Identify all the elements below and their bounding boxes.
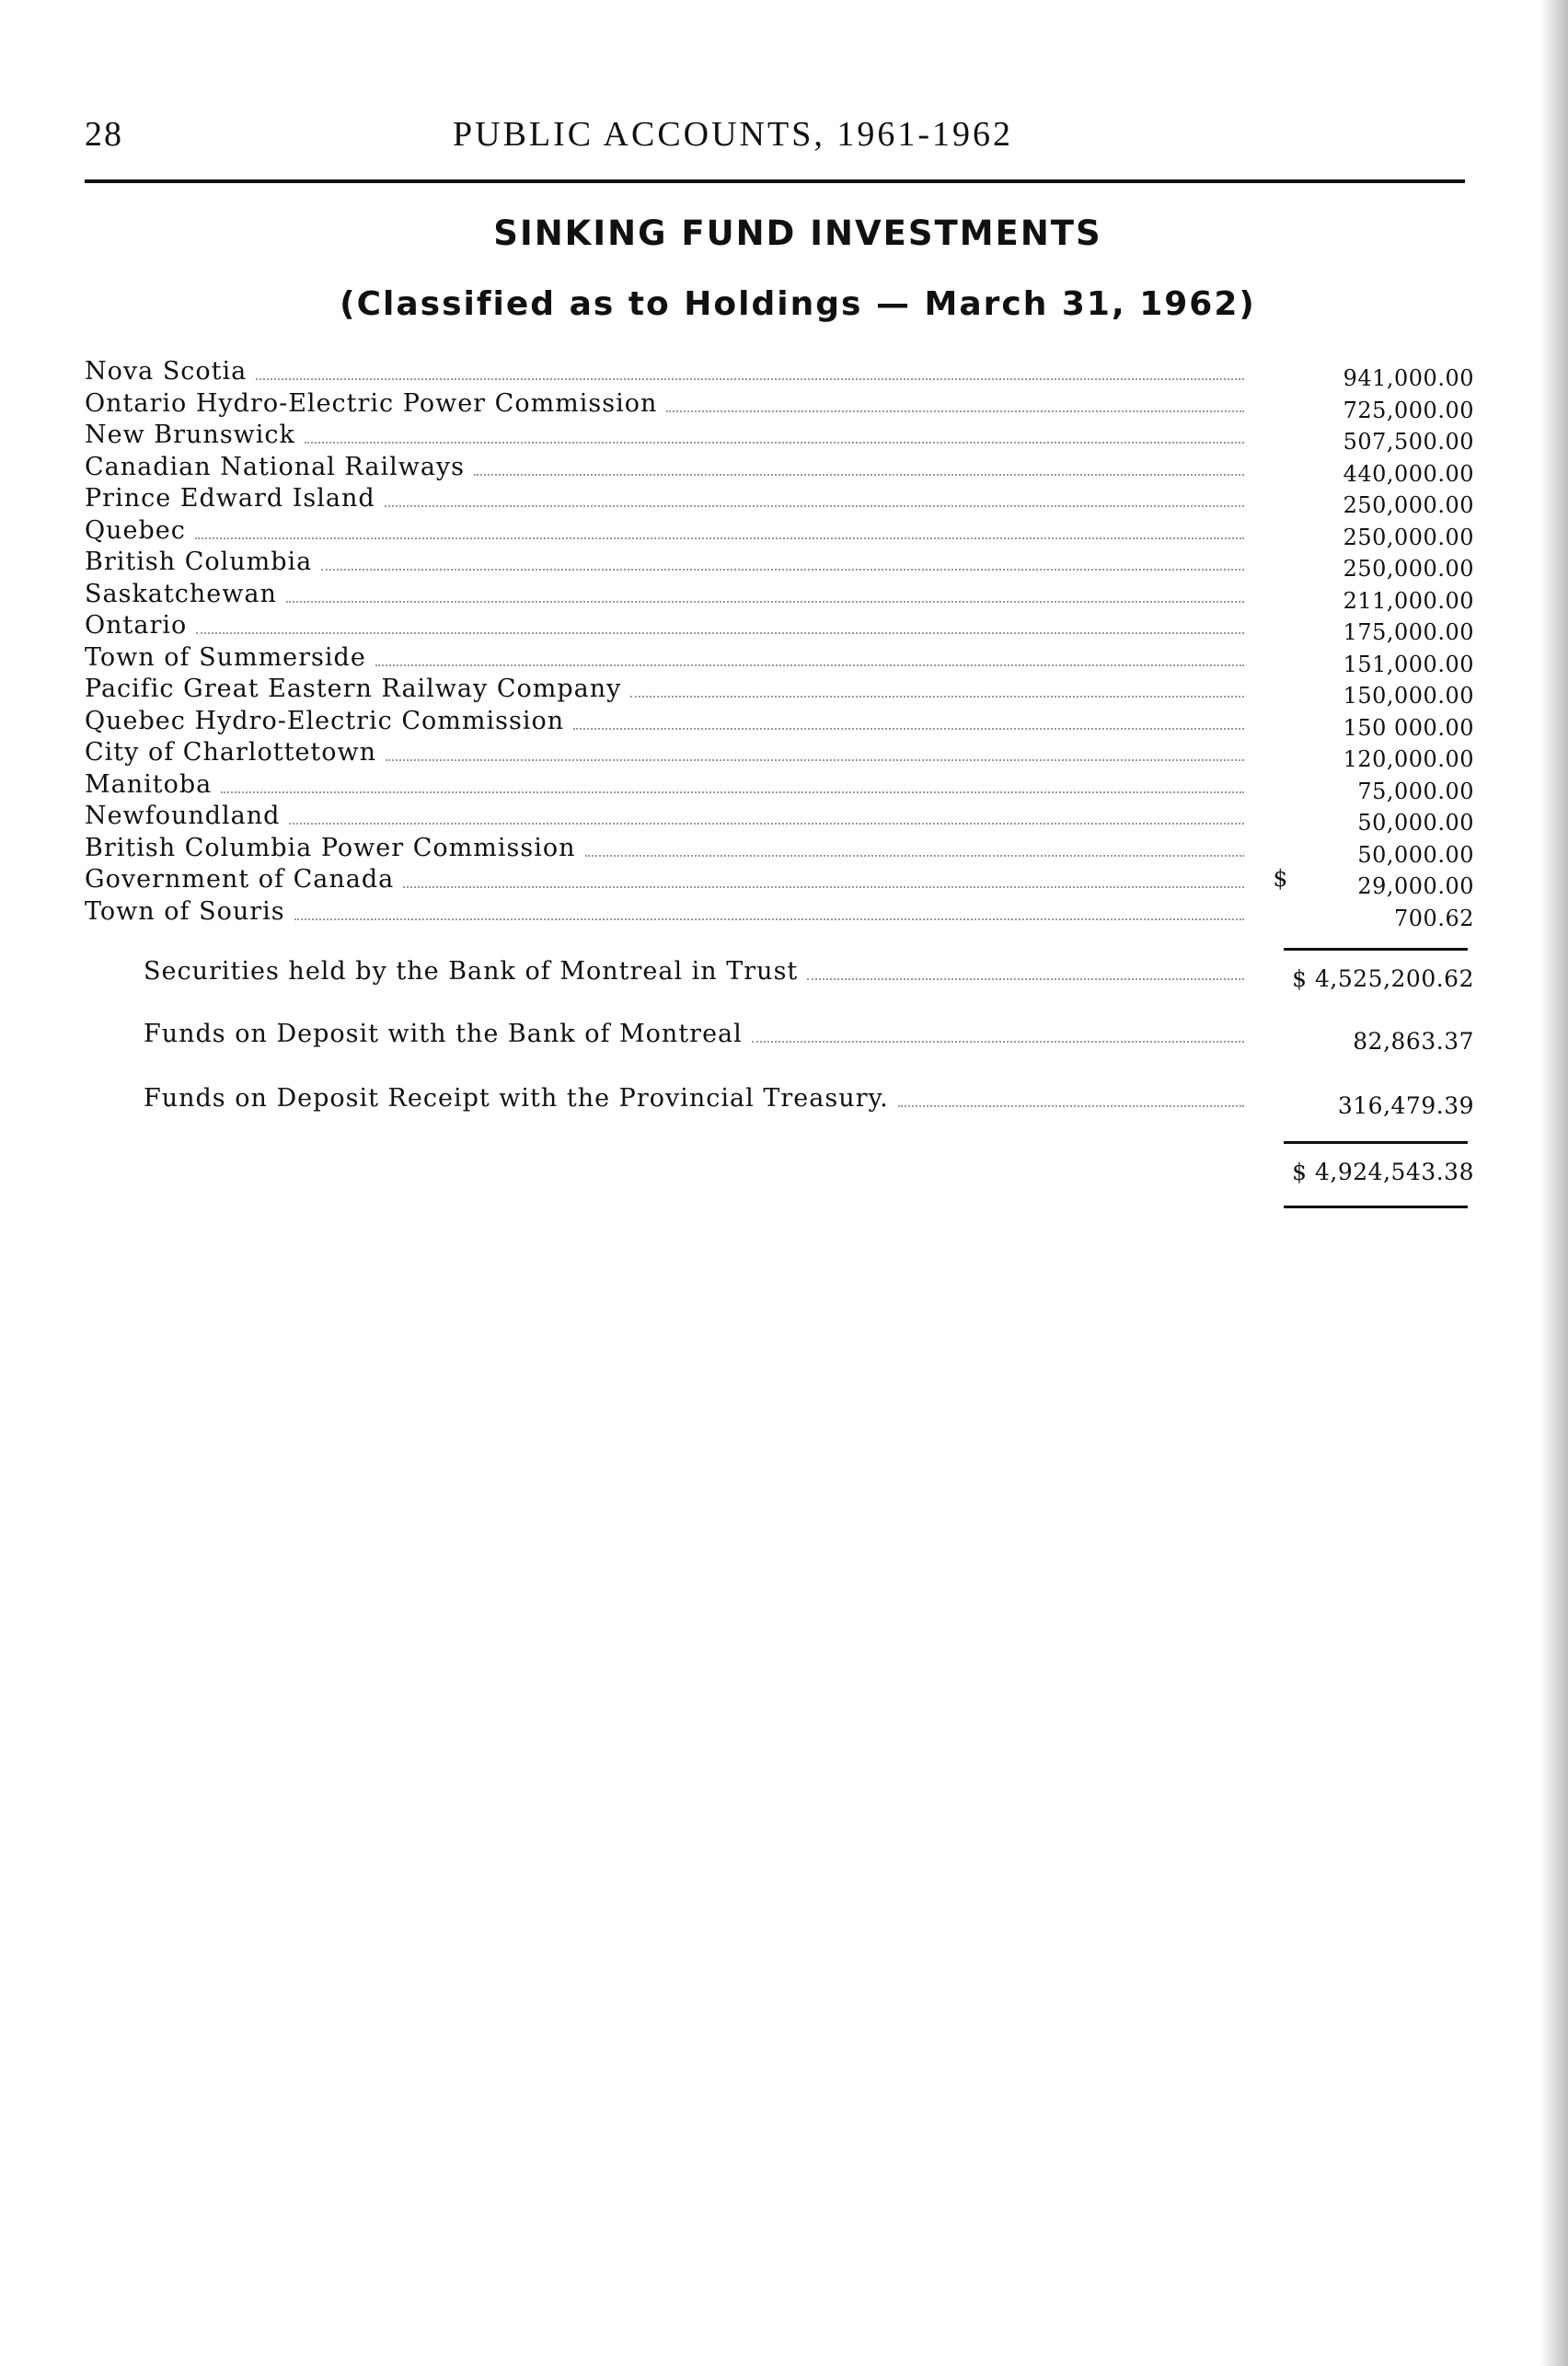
holding-name: Manitoba [85, 769, 213, 799]
holding-row [85, 865, 1474, 897]
holding-name: Quebec [85, 515, 186, 545]
dot-leader [256, 357, 1244, 380]
section-subtitle: (Classified as to Holdings — March 31, 1962) [340, 285, 1256, 323]
holding-row [85, 389, 1474, 421]
dot-leader [585, 834, 1245, 857]
holding-name: Quebec Hydro-Electric Commission [85, 706, 565, 735]
holding-amount: 725,000.00 [1343, 397, 1474, 423]
dot-leader [403, 865, 1244, 888]
currency-symbol: $ [1273, 865, 1289, 892]
holding-amount: 120,000.00 [1343, 746, 1474, 772]
holding-name: Town of Souris [85, 896, 285, 926]
holding-amount: 211,000.00 [1343, 587, 1474, 614]
holding-amount: 75,000.00 [1357, 778, 1474, 804]
holding-amount: 150 000.00 [1343, 714, 1474, 741]
holding-row [85, 738, 1474, 770]
holding-name: Pacific Great Eastern Railway Company [85, 675, 622, 703]
holding-amount: 50,000.00 [1357, 810, 1474, 836]
deposit-treasury-label: Funds on Deposit Receipt with the Provincial Treasury. [144, 1084, 889, 1113]
page-number: 28 [85, 115, 123, 154]
holding-amount: 250,000.00 [1343, 524, 1474, 550]
holding-row [85, 834, 1474, 866]
holding-row [85, 516, 1474, 548]
dot-leader [666, 389, 1244, 412]
dot-leader [752, 1020, 1244, 1043]
holding-row [85, 484, 1474, 516]
securities-row [144, 957, 1474, 992]
dot-leader [286, 580, 1244, 603]
holding-name: Ontario [85, 611, 188, 640]
holding-row [85, 897, 1474, 929]
holding-name: Ontario Hydro-Electric Power Commission [85, 388, 658, 418]
dot-leader [321, 548, 1244, 571]
holding-name: Town of Summerside [85, 642, 366, 672]
page-edge-shadow [1540, 0, 1568, 2366]
holding-name: Government of Canada [85, 865, 395, 894]
dot-leader [375, 643, 1244, 666]
holding-amount: 29,000.00 [1357, 873, 1474, 899]
holding-amount: 507,500.00 [1343, 429, 1474, 455]
dot-leader [573, 707, 1244, 730]
dot-leader [289, 802, 1244, 825]
holdings-list [85, 357, 1474, 929]
holding-amount: 150,000.00 [1343, 683, 1474, 709]
dot-leader [386, 738, 1244, 761]
holding-name: Newfoundland [85, 802, 281, 830]
holding-amount: 941,000.00 [1343, 365, 1474, 391]
holding-row [85, 770, 1474, 802]
dot-leader [385, 484, 1244, 507]
dot-leader [195, 516, 1244, 539]
total-rule-top [1284, 1141, 1468, 1144]
holding-name: Canadian National Railways [85, 452, 466, 481]
holding-row [85, 421, 1474, 453]
deposit-bank-row [144, 1020, 1474, 1055]
page-header [85, 109, 1465, 164]
securities-label: Securities held by the Bank of Montreal in Trust [144, 957, 799, 986]
holding-name: Prince Edward Island [85, 484, 375, 513]
holding-row [85, 802, 1474, 834]
holding-row [85, 357, 1474, 389]
holding-row [85, 707, 1474, 739]
header-rule [85, 179, 1465, 183]
deposit-bank-amount: 82,863.37 [1353, 1028, 1474, 1055]
dot-leader [630, 675, 1244, 698]
securities-amount: $ 4,525,200.62 [1292, 965, 1474, 992]
total-rule-bottom [1284, 1206, 1468, 1208]
holding-amount: 175,000.00 [1343, 619, 1474, 645]
holding-amount: 151,000.00 [1343, 651, 1474, 677]
dot-leader [807, 957, 1244, 980]
deposit-treasury-row [144, 1084, 1474, 1119]
holding-name: British Columbia Power Commission [85, 833, 576, 862]
holding-row [85, 611, 1474, 643]
dot-leader [196, 611, 1244, 634]
dot-leader [898, 1084, 1244, 1107]
total-row [144, 1150, 1474, 1183]
holding-name: Saskatchewan [85, 579, 277, 608]
holding-amount: 250,000.00 [1343, 556, 1474, 582]
dot-leader [474, 453, 1244, 476]
deposit-treasury-amount: 316,479.39 [1337, 1092, 1474, 1119]
holding-name: City of Charlottetown [85, 738, 377, 767]
subtotal-rule [1284, 948, 1468, 951]
holding-name: Nova Scotia [85, 357, 248, 386]
holding-row [85, 548, 1474, 580]
total-amount: $ 4,924,543.38 [1292, 1159, 1474, 1185]
holding-amount: 50,000.00 [1357, 841, 1474, 868]
holding-row [85, 580, 1474, 612]
running-title: PUBLIC ACCOUNTS, 1961-1962 [453, 115, 1013, 154]
holding-amount: 250,000.00 [1343, 492, 1474, 518]
holding-amount: 700.62 [1394, 905, 1474, 931]
deposit-bank-label: Funds on Deposit with the Bank of Montreal [144, 1020, 743, 1048]
holding-name: New Brunswick [85, 421, 295, 449]
dot-leader [294, 897, 1244, 920]
holding-amount: 440,000.00 [1343, 460, 1474, 487]
dot-leader [305, 421, 1244, 444]
holding-row [85, 453, 1474, 485]
dot-leader [221, 770, 1244, 793]
holding-row [85, 643, 1474, 675]
holding-name: British Columbia [85, 548, 313, 576]
section-title: SINKING FUND INVESTMENTS [493, 214, 1102, 253]
holding-row [85, 675, 1474, 707]
